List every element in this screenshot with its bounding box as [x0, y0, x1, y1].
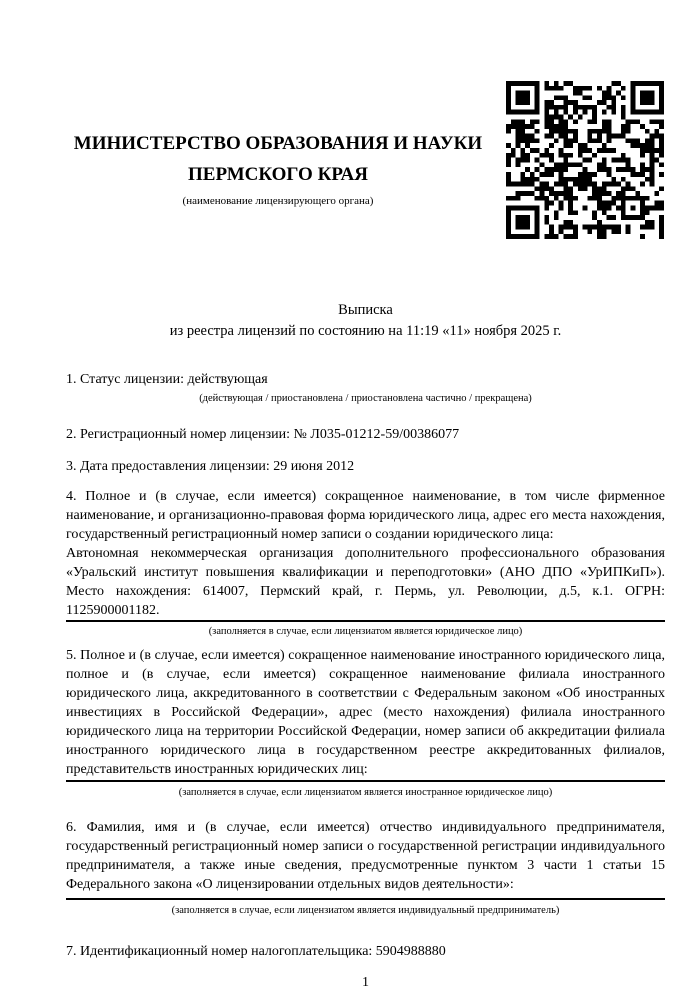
item-6-caption: (заполняется в случае, если лицензиатом является индивидуальный предприниматель) [171, 905, 560, 916]
item-4-caption: (заполняется в случае, если лицензиатом является юридическое лицо) [208, 626, 523, 637]
item-3-license-date: 3. Дата предоставления лицензии: 29 июня 2012 [66, 459, 355, 474]
item-4-fill-line [66, 620, 665, 622]
item-5-fill-line [66, 780, 665, 782]
document-body [66, 300, 665, 989]
item-4-legal-entity-heading: 4. Полное и (в случае, если имеется) сокращенное наименование, в том числе фирменное наименование, и организационно-правовая форма юридического лица, адрес его места нахождения, государственный регистрационный номер записи о создании юридического лица: [66, 489, 665, 542]
item-6-fill-line [66, 898, 665, 900]
ministry-name-line2: ПЕРМСКОГО КРАЯ [188, 164, 368, 185]
item-4-legal-entity-value: Автономная некоммерческая организация дополнительного профессионального образования «Уральский институт повышения квалификации и переподготовки» (АНО ДПО «УрИПКиП»). Место нахождения: 614007, Пермский край, г. Пермь, ул. Революции, д.5, к.1. ОГРН: 1125900001182. [66, 546, 665, 618]
document-title [66, 300, 665, 342]
licensing-authority-block [66, 128, 490, 208]
qr-code-icon [506, 81, 664, 239]
item-2-registration-number: 2. Регистрационный номер лицензии: № Л035-01212-59/00386077 [66, 427, 460, 442]
ministry-caption: (наименование лицензирующего органа) [182, 195, 374, 207]
item-1-caption: (действующая / приостановлена / приостановлена частично / прекращена) [199, 393, 532, 404]
ministry-name-line1: МИНИСТЕРСТВО ОБРАЗОВАНИЯ И НАУКИ [73, 133, 483, 154]
document-title-line2: из реестра лицензий по состоянию на 11:19 «11» ноября 2025 г. [169, 323, 562, 339]
page-number: 1 [362, 975, 369, 989]
item-1-license-status: 1. Статус лицензии: действующая [66, 372, 268, 387]
item-5-caption: (заполняется в случае, если лицензиатом является иностранное юридическое лицо) [178, 787, 553, 798]
item-5-foreign-entity-heading: 5. Полное и (в случае, если имеется) сокращенное наименование иностранного юридического лица, полное и (в случае, если имеется) сокращенное наименование филиала иностранного юридического лица, аккредитованного в соответствии с Федеральным законом «Об иностранных инвестициях в Российской Федерации», адрес (место нахождения) филиала иностранного юридического лица на территории Российской Федерации, номер записи об аккредитации филиала иностранного юридического лица в государственном реестре аккредитованных филиалов, представительств иностранных юридических лиц: [66, 648, 665, 777]
item-7-taxpayer-number: 7. Идентификационный номер налогоплательщика: 5904988880 [66, 944, 446, 959]
item-6-entrepreneur-heading: 6. Фамилия, имя и (в случае, если имеется) отчество индивидуального предпринимателя, государственный регистрационный номер записи о государственной регистрации индивидуального предпринимателя, а также иные сведения, предусмотренные пунктом 3 части 1 статьи 15 Федерального закона «О лицензировании отдельных видов деятельности»: [66, 820, 665, 892]
document-title-line1: Выписка [338, 302, 393, 318]
